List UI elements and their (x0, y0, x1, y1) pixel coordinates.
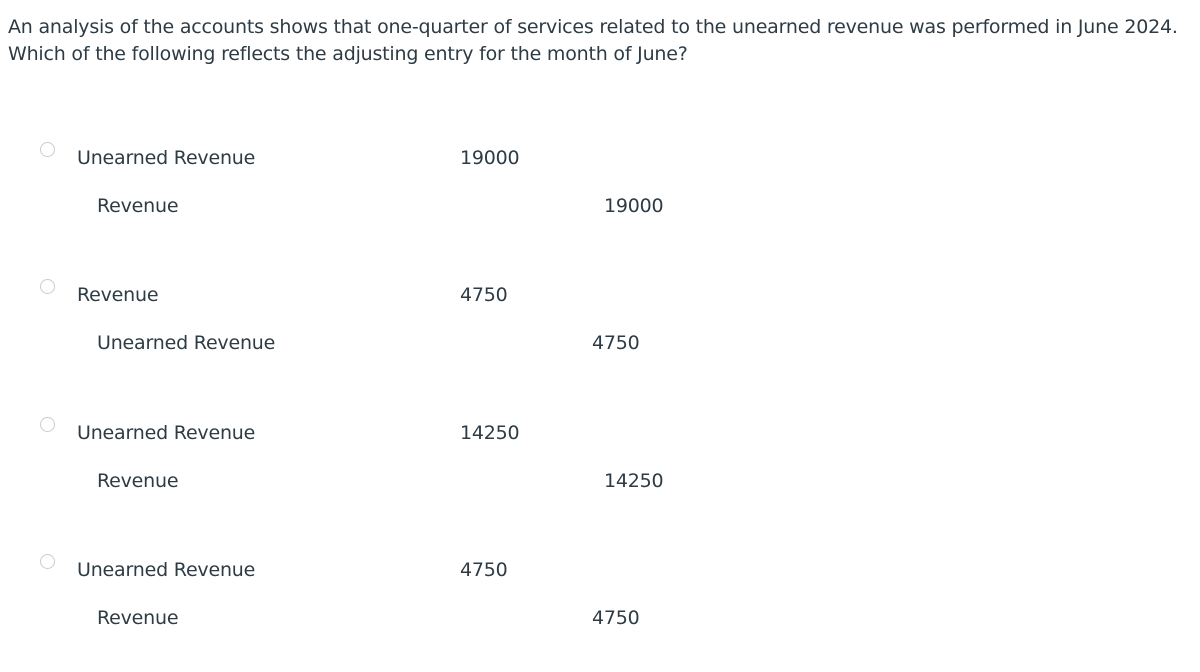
radio-button-option-1[interactable] (40, 142, 55, 157)
debit-account-label: Unearned Revenue (77, 147, 256, 169)
question-text: An analysis of the accounts shows that one-quarter of services related to the unearned revenue was performed in June 2024. Which of the following reflects the adjusting entry for the month of June? (8, 16, 1178, 65)
radio-button-option-3[interactable] (40, 417, 55, 432)
debit-amount: 14250 (460, 422, 520, 444)
credit-amount: 14250 (604, 470, 664, 492)
credit-account-label: Revenue (97, 470, 179, 492)
answer-option-2[interactable] (0, 279, 1200, 389)
credit-account-label: Revenue (97, 195, 179, 217)
debit-amount: 4750 (460, 284, 508, 306)
debit-account-label: Unearned Revenue (77, 422, 256, 444)
answer-option-4[interactable] (0, 554, 1200, 664)
radio-button-option-2[interactable] (40, 279, 55, 294)
answer-option-1[interactable] (0, 142, 1200, 252)
debit-account-label: Revenue (77, 284, 159, 306)
credit-amount: 19000 (604, 195, 664, 217)
credit-account-label: Revenue (97, 607, 179, 629)
credit-amount: 4750 (592, 607, 640, 629)
debit-account-label: Unearned Revenue (77, 559, 256, 581)
radio-button-option-4[interactable] (40, 554, 55, 569)
answer-option-3[interactable] (0, 417, 1200, 527)
credit-amount: 4750 (592, 332, 640, 354)
debit-amount: 4750 (460, 559, 508, 581)
debit-amount: 19000 (460, 147, 520, 169)
credit-account-label: Unearned Revenue (97, 332, 276, 354)
